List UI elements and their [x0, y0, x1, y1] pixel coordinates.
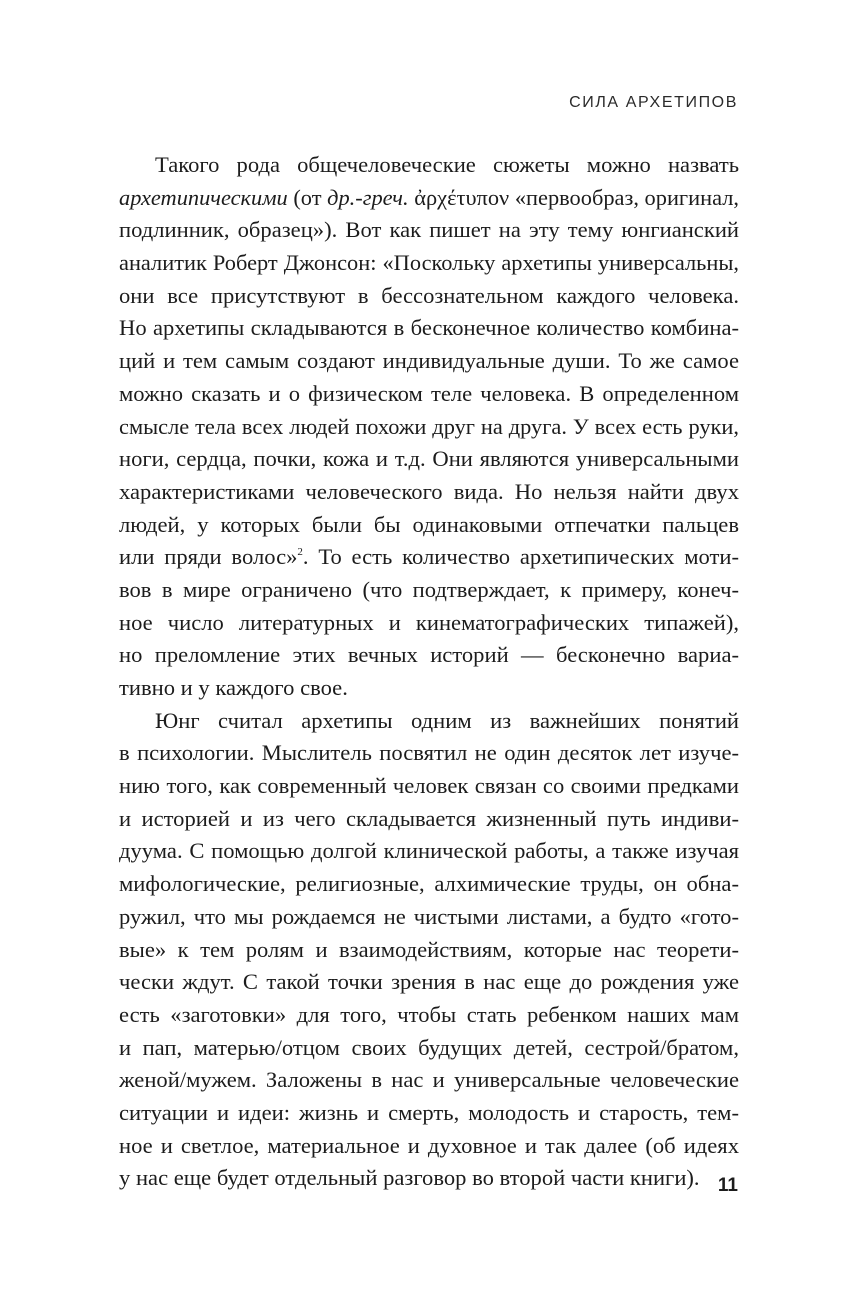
text-fragment: или пряди волос»: [119, 544, 298, 570]
text-line: смысле тела всех людей похожи друг на друга. У всех есть руки,: [119, 413, 739, 439]
text-line: в психологии. Мыслитель посвятил не один десяток лет изуче-: [119, 740, 739, 766]
text-line: нию того, как современный человек связан со своими предками: [119, 773, 739, 799]
text-line: ружил, что мы рождаемся не чистыми листами, а будто «гото-: [119, 903, 739, 929]
text-line: у нас еще будет отдельный разговор во второй части книги).: [119, 1165, 700, 1191]
text-line: и пап, матерью/отцом своих будущих детей, сестрой/братом,: [119, 1034, 739, 1060]
text-line: женой/мужем. Заложены в нас и универсальные человеческие: [119, 1067, 739, 1093]
italic-term: архетипическими: [119, 184, 288, 210]
text-line: дуума. С помощью долгой клинической работы, а также изучая: [119, 838, 739, 864]
text-line: ситуации и идеи: жизнь и смерть, молодость и старость, тем-: [119, 1099, 739, 1125]
text-line: Но архетипы складываются в бесконечное количество комбина-: [119, 315, 739, 341]
text-line: но преломление этих вечных историй — бесконечно вариа-: [119, 642, 739, 668]
paragraph-2: [119, 705, 739, 1195]
text-fragment: ἀρχέτυπον «первообраз, оригинал,: [408, 184, 739, 210]
text-line: людей, у которых были бы одинаковыми отпечатки пальцев: [119, 511, 739, 537]
text-line: есть «заготовки» для того, чтобы стать ребенком наших мам: [119, 1001, 739, 1027]
text-line: тивно и у каждого свое.: [119, 675, 348, 700]
text-line: можно сказать и о физическом теле человека. В определенном: [119, 380, 739, 406]
text-line: аналитик Роберт Джонсон: «Поскольку архетипы универсальны,: [119, 250, 739, 276]
footnote-marker: 2: [297, 546, 303, 559]
text-line: Такого рода общечеловеческие сюжеты можно назвать: [155, 152, 739, 177]
text-line: подлинник, образец»). Вот как пишет на эту тему юнгианский: [119, 217, 739, 243]
page-number: 11: [717, 1175, 738, 1196]
text-line: они все присутствуют в бессознательном каждого человека.: [119, 282, 739, 308]
text-line: характеристиками человеческого вида. Но нельзя найти двух: [119, 478, 739, 504]
text-line: ное и светлое, материальное и духовное и так далее (об идеях: [119, 1132, 739, 1158]
text-line: мифологические, религиозные, алхимические труды, он обна-: [119, 871, 739, 897]
text-line: ное число литературных и кинематографических типажей),: [119, 609, 739, 635]
text-line: вов в мире ограничено (что подтверждает, к примеру, конеч-: [119, 576, 739, 602]
text-fragment: . То есть количество архетипических моти-: [302, 544, 739, 570]
text-fragment: (от: [287, 184, 328, 210]
paragraph-1: [119, 149, 739, 705]
text-line: [119, 541, 739, 574]
text-line: ноги, сердца, почки, кожа и т.д. Они являются универсальными: [119, 446, 739, 472]
text-line: [119, 182, 739, 215]
text-line: чески ждут. С такой точки зрения в нас еще до рождения уже: [119, 969, 739, 995]
body-text: [119, 149, 739, 1195]
text-line: Юнг считал архетипы одним из важнейших понятий: [155, 707, 739, 733]
text-line: вые» к тем ролям и взаимодействиям, которые нас теорети-: [119, 936, 739, 962]
text-line: ций и тем самым создают индивидуальные души. То же самое: [119, 348, 739, 374]
text-line: и историей и из чего складывается жизненный путь индиви-: [119, 805, 739, 831]
running-header: СИЛА АРХЕТИПОВ: [569, 94, 738, 111]
italic-abbreviation: др.-греч.: [327, 184, 409, 210]
